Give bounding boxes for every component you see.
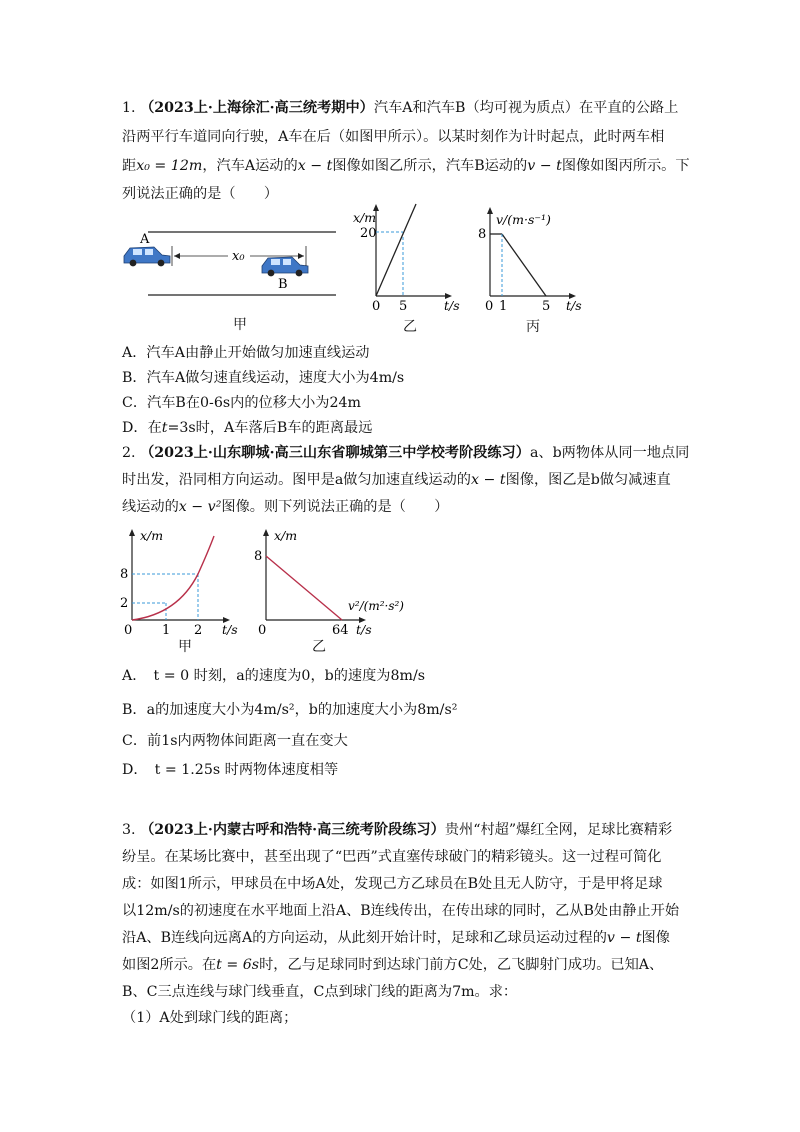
q2-number: 2. bbox=[122, 445, 136, 461]
q2-jia-tick-1: 1 bbox=[162, 623, 171, 638]
q1-label-yi: 乙 bbox=[403, 319, 417, 335]
yi-xlabel: t/s bbox=[444, 298, 460, 313]
bing-tick-8: 8 bbox=[478, 227, 487, 242]
bing-tick-5: 5 bbox=[542, 299, 551, 314]
yi-ylabel: x/m bbox=[353, 210, 377, 225]
q3-source: （2023上·内蒙古呼和浩特·高三统考阶段练习） bbox=[140, 822, 445, 838]
q3-line1: 3. （2023上·内蒙古呼和浩特·高三统考阶段练习）贵州“村超”爆红全网，足球比赛精彩 bbox=[122, 822, 673, 838]
q2-yi-v2label: v²/(m²·s²) bbox=[348, 599, 404, 613]
q1-line2: 沿两平行车道同向行驶，A车在后（如图甲所示）。以某时刻作为计时起点，此时两车相 bbox=[122, 129, 665, 145]
bing-ylabel: v/(m·s⁻¹) bbox=[496, 212, 551, 227]
q2-jia-origin: 0 bbox=[124, 623, 133, 638]
q3-subquestion-1: （1）A处到球门线的距离； bbox=[122, 1010, 298, 1026]
q2-source: （2023上·山东聊城·高三山东省聊城第三中学校考阶段练习） bbox=[140, 445, 530, 461]
q1-number: 1. bbox=[122, 100, 136, 116]
q2-yi-tick-64: 64 bbox=[332, 623, 349, 638]
q1-label-bing: 丙 bbox=[526, 319, 540, 335]
q2-label-yi: 乙 bbox=[312, 639, 326, 655]
q3-line2: 纷呈。在某场比赛中，甚至出现了“巴西”式直塞传球破门的精彩镜头。这一过程可简化 bbox=[122, 849, 662, 865]
yi-tick-20: 20 bbox=[360, 226, 377, 241]
q3-line7: B、C三点连线与球门线垂直，C点到球门线的距离为7m。求： bbox=[122, 984, 518, 1000]
q2-option-d[interactable]: D． t = 1.25s 时两物体速度相等 bbox=[122, 762, 339, 778]
q1-option-c[interactable]: C．汽车B在0-6s内的位移大小为24m bbox=[122, 395, 361, 411]
car-a-icon bbox=[124, 247, 170, 266]
q2-label-jia: 甲 bbox=[178, 639, 192, 655]
q2-jia-tick-2x: 2 bbox=[194, 623, 203, 638]
q2-option-a[interactable]: A． t = 0 时刻，a的速度为0，b的速度为8m/s bbox=[122, 668, 426, 684]
car-b-label: B bbox=[278, 277, 288, 292]
q2-yi-origin: 0 bbox=[258, 623, 267, 638]
x0-label: x₀ bbox=[232, 249, 245, 264]
q1-option-b[interactable]: B．汽车A做匀速直线运动，速度大小为4m/s bbox=[122, 370, 405, 386]
q2-yi-xlabel: t/s bbox=[356, 622, 372, 637]
q2-option-c[interactable]: C．前1s内两物体间距离一直在变大 bbox=[122, 733, 348, 749]
q1-line3: 距x₀ = 12m，汽车A运动的x − t图像如图乙所示，汽车B运动的v − t图像如图丙所示。下 bbox=[122, 158, 690, 174]
q2-jia-tick-8: 8 bbox=[120, 567, 129, 582]
q3-line6: 如图2所示。在t = 6s时，乙与足球同时到达球门前方C处，乙飞脚射门成功。已知A、 bbox=[122, 957, 664, 973]
q2-line3: 线运动的x − v²图像。则下列说法正确的是（ ） bbox=[122, 499, 449, 515]
q3-number: 3. bbox=[122, 822, 136, 838]
q1-var-x0: x₀ = 12m bbox=[136, 158, 203, 174]
q1-line1 bbox=[122, 97, 678, 117]
bing-origin: 0 bbox=[485, 299, 494, 314]
q2-figure-jia bbox=[118, 522, 248, 642]
q2-jia-ylabel: x/m bbox=[140, 528, 164, 543]
q2-option-b[interactable]: B．a的加速度大小为4m/s²，b的加速度大小为8m/s² bbox=[122, 702, 458, 718]
q2-line1: 2. （2023上·山东聊城·高三山东省聊城第三中学校考阶段练习）a、b两物体从同一地点同 bbox=[122, 445, 690, 461]
q1-source: （2023上·上海徐汇·高三统考期中） bbox=[140, 100, 374, 116]
q1-text: 汽车A和汽车B（均可视为质点）在平直的公路上 bbox=[373, 100, 679, 116]
q2-jia-tick-2: 2 bbox=[120, 596, 129, 611]
q1-option-d[interactable]: D．在t=3s时，A车落后B车的距离最远 bbox=[122, 420, 373, 436]
q1-figure-yi-xt bbox=[348, 200, 468, 315]
q3-line4: 以12m/s的初速度在水平地面上沿A、B连线传出，在传出球的同时，乙从B处由静止开始 bbox=[122, 903, 680, 919]
q1-figure-bing-vt bbox=[472, 200, 602, 315]
bing-xlabel: t/s bbox=[566, 298, 582, 313]
q1-option-a[interactable]: A．汽车A由静止开始做匀加速直线运动 bbox=[122, 345, 370, 361]
q1-figure-jia bbox=[118, 210, 348, 320]
bing-tick-1: 1 bbox=[499, 299, 508, 314]
q2-yi-tick-8: 8 bbox=[254, 549, 263, 564]
q1-label-jia: 甲 bbox=[233, 317, 247, 333]
car-b-icon bbox=[262, 257, 308, 276]
q2-line2: 时出发，沿同相方向运动。图甲是a做匀加速直线运动的x − t图像，图乙是b做匀减速直 bbox=[122, 472, 671, 488]
q3-line3: 成：如图1所示，甲球员在中场A处，发现己方乙球员在B处且无人防守，于是甲将足球 bbox=[122, 876, 663, 892]
q2-yi-ylabel: x/m bbox=[274, 528, 298, 543]
q2-jia-xlabel: t/s bbox=[222, 622, 238, 637]
yi-origin: 0 bbox=[372, 299, 381, 314]
q3-line5: 沿A、B连线向远离A的方向运动，从此刻开始计时，足球和乙球员运动过程的v − t图像 bbox=[122, 930, 670, 946]
q1-line4: 列说法正确的是（ ） bbox=[122, 186, 279, 202]
car-a-label: A bbox=[140, 232, 150, 247]
q2-figure-yi bbox=[252, 522, 412, 642]
yi-tick-5: 5 bbox=[399, 299, 408, 314]
